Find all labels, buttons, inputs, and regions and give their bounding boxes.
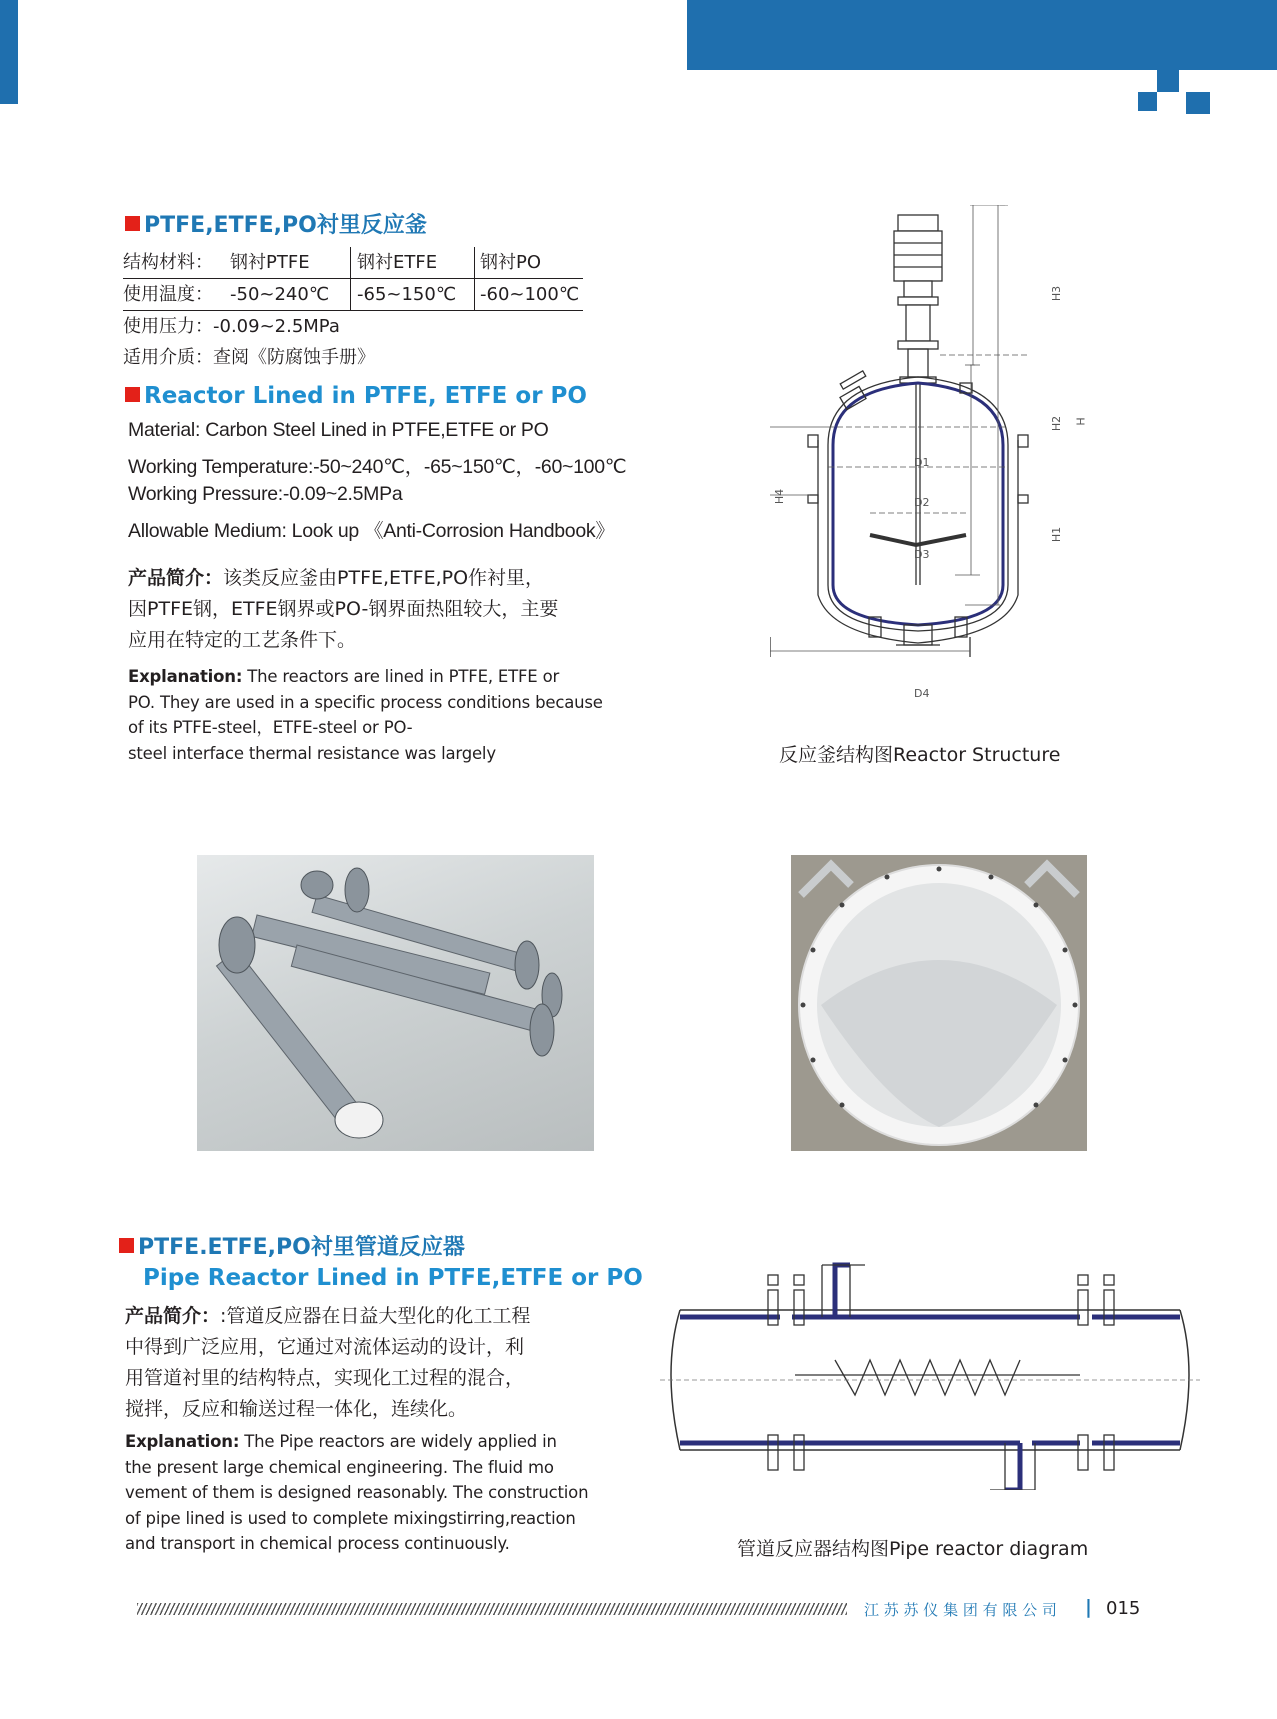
red-square-icon bbox=[125, 387, 140, 402]
pipe-diagram-caption: 管道反应器结构图Pipe reactor diagram bbox=[737, 1538, 1089, 1560]
intro-line: 产品简介：:管道反应器在日益大型化的化工工程 bbox=[125, 1305, 531, 1327]
explanation-line: vement of them is designed reasonably. The construction bbox=[125, 1483, 589, 1502]
diagram-label-d4: D4 bbox=[914, 687, 930, 700]
diagram-label-d2: D2 bbox=[914, 496, 930, 509]
page-number: 015 bbox=[1106, 1598, 1141, 1619]
spec-table-cn bbox=[123, 247, 583, 373]
diagram-label-h2: H2 bbox=[1050, 415, 1064, 432]
intro-line: 因PTFE钢，ETFE钢界或PO-钢界面热阻较大，主要 bbox=[128, 598, 559, 620]
spec-row-material: 结构材料： 钢衬PTFE 钢衬ETFE 钢衬PO bbox=[123, 247, 583, 279]
red-square-icon bbox=[125, 216, 140, 231]
explanation-line: Explanation: The Pipe reactors are widely applied in bbox=[125, 1432, 557, 1451]
explanation-line: of pipe lined is used to complete mixingstirring,reaction bbox=[125, 1508, 576, 1528]
diagram-label-h3: H3 bbox=[1050, 285, 1064, 302]
diagram-label-d3: D3 bbox=[914, 548, 930, 561]
red-square-icon bbox=[119, 1238, 134, 1253]
explanation-line: PO. They are used in a specific process conditions because bbox=[128, 692, 603, 712]
header-band bbox=[687, 0, 1277, 70]
explanation-line: Explanation: The reactors are lined in PTFE, ETFE or bbox=[128, 667, 560, 686]
section1-title-cn: PTFE,ETFE,PO衬里反应釜 bbox=[125, 208, 427, 239]
diagram-label-h: H bbox=[1074, 417, 1088, 426]
intro-line: 用管道衬里的结构特点，实现化工过程的混合， bbox=[125, 1367, 525, 1389]
reactor-diagram-caption: 反应釜结构图Reactor Structure bbox=[779, 744, 1061, 766]
section2-title-cn: PTFE.ETFE,PO衬里管道反应器 bbox=[119, 1230, 465, 1261]
explanation-line: and transport in chemical process continuously. bbox=[125, 1534, 510, 1553]
explanation-line: steel interface thermal resistance was largely bbox=[128, 743, 496, 763]
explanation-line: of its PTFE-steel，ETFE-steel or PO- bbox=[128, 718, 413, 737]
header-square bbox=[1138, 92, 1157, 111]
reactor-structure-diagram bbox=[770, 205, 1115, 715]
intro-line: 搅拌，反应和输送过程一体化，连续化。 bbox=[125, 1398, 468, 1420]
explanation-line: the present large chemical engineering. The fluid mo bbox=[125, 1457, 554, 1477]
intro-line: 中得到广泛应用，它通过对流体运动的设计，利 bbox=[125, 1336, 525, 1358]
diagram-label-h4: H4 bbox=[773, 488, 787, 505]
spec-row-pressure: 使用压力：-0.09~2.5MPa bbox=[123, 316, 340, 337]
section2-explanation bbox=[125, 1429, 588, 1557]
pipe-assembly-illustration bbox=[197, 855, 594, 1151]
spec-en-temperature: Working Temperature:-50~240℃，-65~150℃，-60~100℃ bbox=[128, 456, 627, 478]
header-square bbox=[1186, 92, 1210, 114]
footer-separator: | bbox=[1085, 1596, 1092, 1618]
vessel-lining-illustration bbox=[791, 855, 1087, 1151]
intro-line: 应用在特定的工艺条件下。 bbox=[128, 629, 357, 651]
spec-en-material: Material: Carbon Steel Lined in PTFE,ETFE or PO bbox=[128, 419, 549, 441]
spec-en-pressure: Working Pressure:-0.09~2.5MPa bbox=[128, 483, 403, 505]
spec-en-medium: Allowable Medium: Look up 《Anti-Corrosion Handbook》 bbox=[128, 520, 615, 542]
spec-row-medium: 适用介质：查阅《防腐蚀手册》 bbox=[123, 347, 375, 368]
section2-title-en: Pipe Reactor Lined in PTFE,ETFE or PO bbox=[143, 1265, 643, 1291]
header-square bbox=[1157, 70, 1179, 92]
intro-line: 产品简介：该类反应釜由PTFE,ETFE,PO作衬里， bbox=[128, 567, 545, 589]
section1-title-en: Reactor Lined in PTFE, ETFE or PO bbox=[125, 383, 587, 409]
lined-vessel-photo bbox=[791, 855, 1087, 1151]
footer-hatch-line bbox=[137, 1603, 847, 1615]
section2-intro-cn bbox=[125, 1301, 530, 1425]
pipe-reactor-diagram bbox=[660, 1255, 1200, 1490]
diagram-label-d1: D1 bbox=[914, 456, 930, 469]
diagram-label-h1: H1 bbox=[1050, 526, 1064, 543]
left-accent-bar bbox=[0, 0, 18, 104]
spec-row-temperature: 使用温度： -50~240℃ -65~150℃ -60~100℃ bbox=[123, 279, 583, 311]
section1-intro-cn bbox=[128, 563, 558, 656]
section1-explanation bbox=[128, 664, 603, 766]
footer-company: 江 苏 苏 仪 集 团 有 限 公 司 bbox=[864, 1601, 1057, 1619]
pipe-reactor-photo bbox=[197, 855, 594, 1151]
